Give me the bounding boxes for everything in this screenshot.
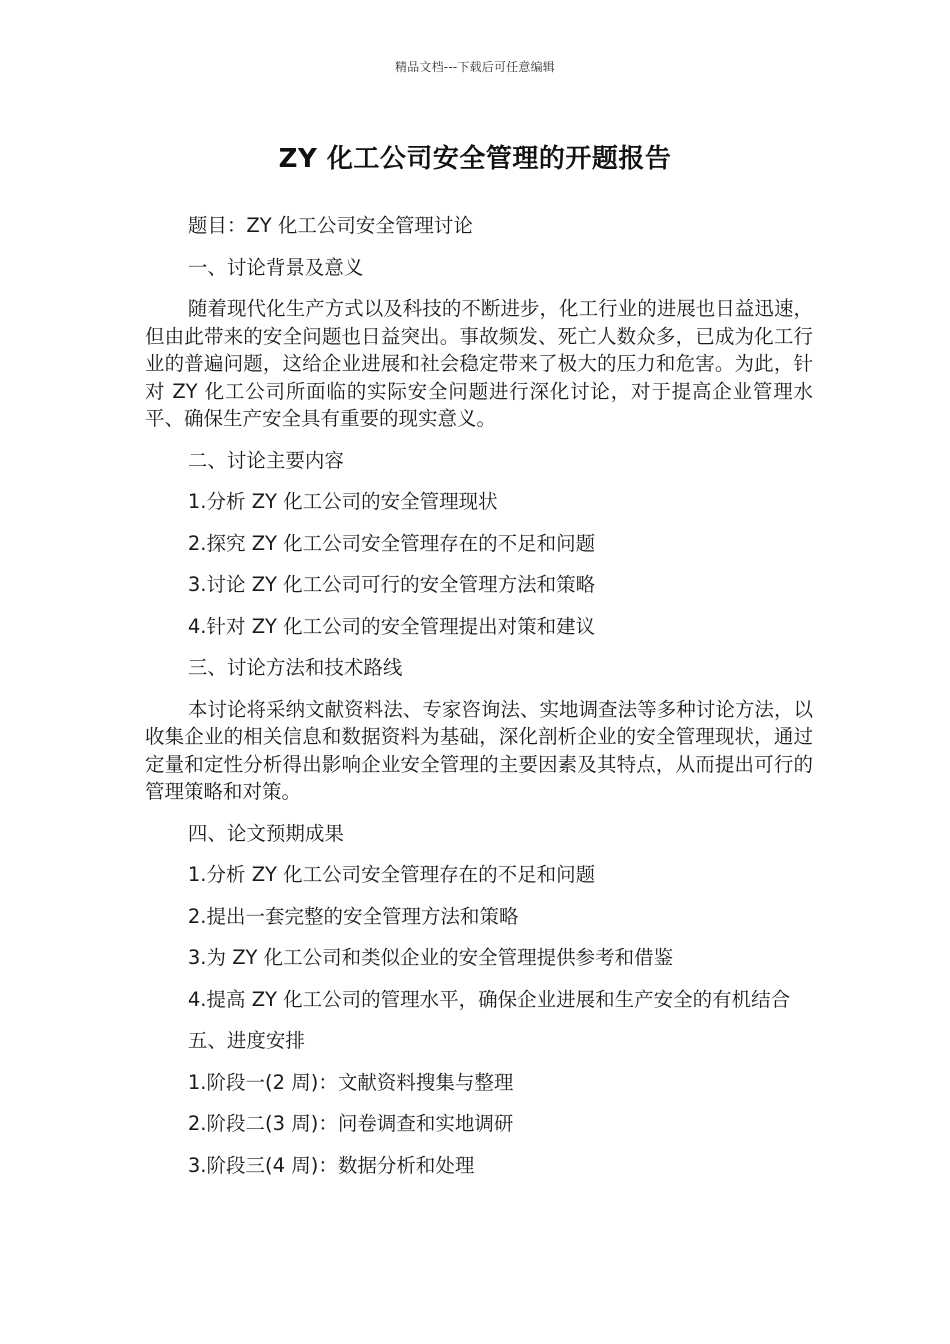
document-body bbox=[145, 212, 813, 1193]
background-paragraph: 随着现代化生产方式以及科技的不断进步，化工行业的进展也日益迅速，但由此带来的安全问题也日益突出。事故频发、死亡人数众多，已成为化工行业的普遍问题，这给企业进展和社会稳定带来了极大的压力和危害。为此，针对 ZY 化工公司所面临的实际安全问题进行深化讨论，对于提高企业管理水平、确保生产安全具有重要的现实意义。 bbox=[145, 297, 813, 430]
section-heading-content: 二、讨论主要内容 bbox=[187, 448, 344, 472]
document-title: ZY 化工公司安全管理的开题报告 bbox=[278, 144, 672, 174]
content-item-1: 1.分析 ZY 化工公司的安全管理现状 bbox=[187, 490, 498, 513]
section-heading-schedule: 五、进度安排 bbox=[187, 1029, 305, 1052]
schedule-item-1: 1.阶段一(2 周)：文献资料搜集与整理 bbox=[187, 1070, 514, 1094]
schedule-item-3: 3.阶段三(4 周)：数据分析和处理 bbox=[187, 1153, 475, 1177]
content-item-4: 4.针对 ZY 化工公司的安全管理提出对策和建议 bbox=[187, 614, 596, 638]
section-heading-outcomes: 四、论文预期成果 bbox=[187, 821, 344, 845]
page-header-watermark: 精品文档---下载后可任意编辑 bbox=[395, 60, 555, 74]
topic-line: 题目：ZY 化工公司安全管理讨论 bbox=[187, 214, 473, 237]
methods-paragraph: 本讨论将采纳文献资料法、专家咨询法、实地调查法等多种讨论方法，以收集企业的相关信息和数据资料为基础，深化剖析企业的安全管理现状，通过定量和定性分析得出影响企业安全管理的主要因素及其特点，从而提出可行的管理策略和对策。 bbox=[145, 697, 813, 803]
schedule-item-2: 2.阶段二(3 周)：问卷调查和实地调研 bbox=[187, 1112, 514, 1135]
section-heading-methods: 三、讨论方法和技术路线 bbox=[187, 656, 403, 679]
content-item-3: 3.讨论 ZY 化工公司可行的安全管理方法和策略 bbox=[187, 573, 596, 596]
content-item-2: 2.探究 ZY 化工公司安全管理存在的不足和问题 bbox=[187, 531, 596, 555]
outcome-item-3: 3.为 ZY 化工公司和类似企业的安全管理提供参考和借鉴 bbox=[187, 946, 674, 969]
outcome-item-2: 2.提出一套完整的安全管理方法和策略 bbox=[187, 904, 519, 928]
outcome-item-1: 1.分析 ZY 化工公司安全管理存在的不足和问题 bbox=[187, 863, 596, 886]
outcome-item-4: 4.提高 ZY 化工公司的管理水平，确保企业进展和生产安全的有机结合 bbox=[187, 987, 791, 1011]
section-heading-background: 一、讨论背景及意义 bbox=[187, 255, 364, 279]
